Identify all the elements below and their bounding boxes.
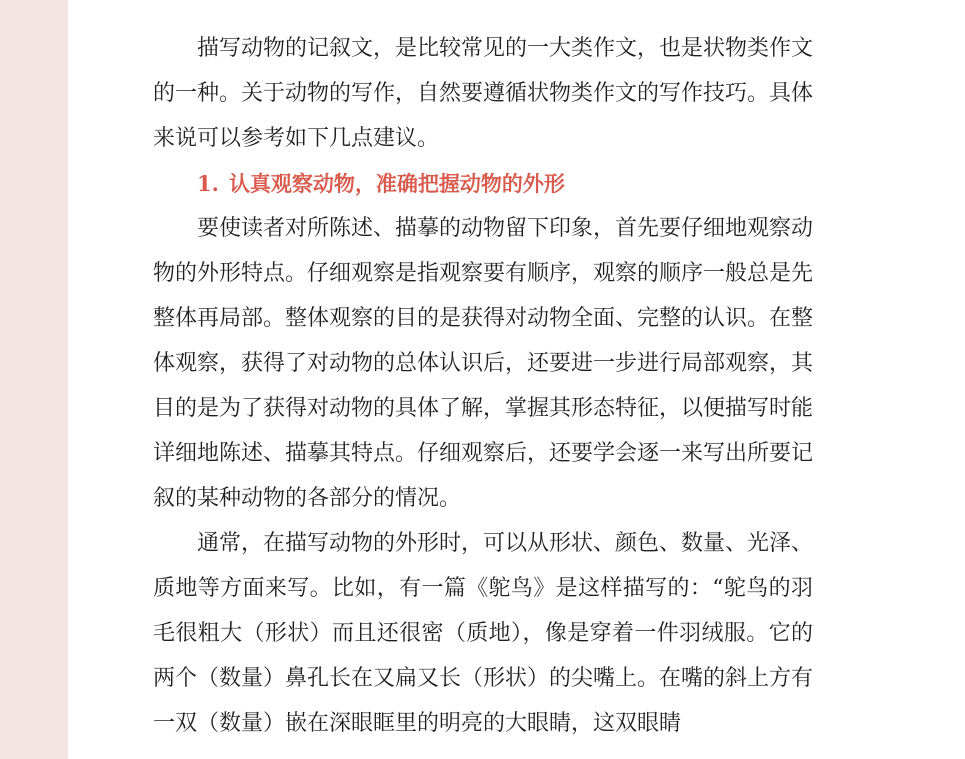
section-number: 1. [197, 171, 219, 196]
observation-paragraph: 要使读者对所陈述、描摹的动物留下印象，首先要仔细地观察动物的外形特点。仔细观察是指观察要有顺序，观察的顺序一般总是先整体再局部。整体观察的目的是获得对动物全面、完整的认识。在整体观察，获得了对动物的总体认识后，还要进一步进行局部观察，其目的是为了获得对动物的具体了解，掌握其形态特征，以便描写时能详细地陈述、描摹其特点。仔细观察后，还要学会逐一来写出所要记叙的某种动物的各部分的情况。 [153, 216, 814, 511]
section-title: 认真观察动物，准确把握动物的外形 [228, 171, 565, 196]
document-body [153, 26, 813, 746]
ostrich-example-paragraph: 通常，在描写动物的外形时，可以从形状、颜色、数量、光泽、质地等方面来写。比如，有一篇《鸵鸟》是这样描写的：“鸵鸟的羽毛很粗大（形状）而且还很密（质地），像是穿着一件羽绒服。它的两个（数量）鼻孔长在又扁又长（形状）的尖嘴上。在嘴的斜上方有一双（数量）嵌在深眼眶里的明亮的大眼睛，这双眼睛 [153, 531, 814, 736]
intro-paragraph: 描写动物的记叙文，是比较常见的一大类作文，也是状物类作文的一种。关于动物的写作，自然要遵循状物类作文的写作技巧。具体来说可以参考如下几点建议。 [153, 36, 814, 151]
section-heading [153, 161, 813, 206]
page-left-margin [0, 0, 68, 759]
